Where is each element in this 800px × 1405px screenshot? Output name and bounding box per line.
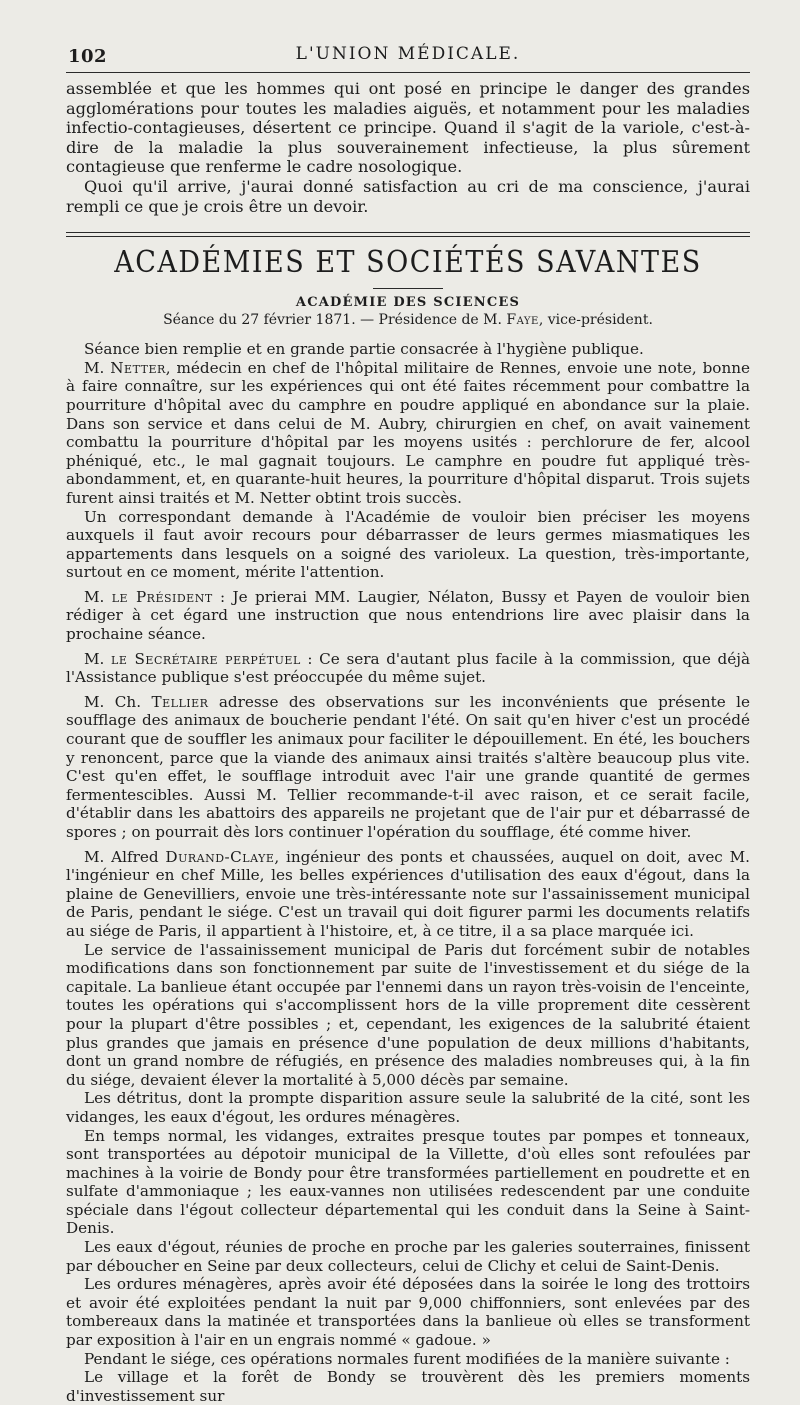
session-line [66,312,750,328]
paragraph-text: , médecin en chef de l'hôpital militaire de Rennes, envoie une note, bonne à faire connaître, sur les expériences qui ont été faites récemment pour combattre la pourriture d'hôpital avec du camphre en poudre appliqué en abondance sur la plaie. Dans son service et dans celui de M. Aubry, chirurgien en chef, on avait vainement combattu la pourriture d'hôpital par les moyens usités : perchlorure de fer, alcool phéniqué, etc., le mal gagnait toujours. Le camphre en poudre fut appliqué très-abondamment, et, en quarante-huit heures, la pourriture d'hôpital disparut. Trois sujets furent ainsi traités et M. Netter obtint trois succès. [66,358,750,507]
paragraph-text: : Ce sera d'autant plus facile à la commission, que déjà l'Assistance publique s'est préoccupée du même sujet. [66,649,750,687]
session-president: Faye [506,312,539,329]
session-date: Séance du 27 février 1871. — Présidence de M. [163,312,507,329]
paragraph [66,848,750,941]
paragraph [66,359,750,508]
paragraph: Les détritus, dont la prompte disparition assure seule la salubrité de la cité, sont les vidanges, les eaux d'égout, les ordures ménagères. [66,1089,750,1126]
paragraph: Les ordures ménagères, après avoir été déposées dans la soirée le long des trottoirs et avoir été exploitées pendant la nuit par 9,000 chiffonniers, sont enlevées par des tombereaux dans la matinée et transportées dans la banlieue où elles se transforment par exposition à l'air en un engrais nommé « gadoue. » [66,1275,750,1350]
section-title: ACADÉMIES ET SOCIÉTÉS SAVANTES [114,245,702,281]
paragraph-lead: M. Alfred [84,847,166,866]
paragraph: Les eaux d'égout, réunies de proche en proche par les galeries souterraines, finissent par déboucher en Seine par deux collecteurs, celui de Clichy et celui de Saint-Denis. [66,1238,750,1275]
paragraph: Le village et la forêt de Bondy se trouvèrent dès les premiers moments d'investissement sur [66,1368,750,1405]
paragraph [66,693,750,842]
continued-text [66,79,750,216]
paragraph [66,650,750,687]
continued-paragraph: Quoi qu'il arrive, j'aurai donné satisfaction au cri de ma conscience, j'aurai rempli ce que je crois être un devoir. [66,176,750,216]
paragraph-lead: M. [84,649,112,668]
author-name: Durand-Claye [165,847,275,866]
section-divider [66,232,750,237]
author-name: Netter [110,358,166,377]
speaker-name: le Secrétaire perpétuel [111,649,301,668]
paragraph: Le service de l'assainissement municipal de Paris dut forcément subir de notables modifications dans son fonctionnement par suite de l'investissement et du siége de la capitale. La banlieue étant occupée par l'ennemi dans un rayon très-voisin de l'enceinte, toutes les opérations qui s'accomplissent hors de la ville proprement dite cessèrent pour la plupart d'être possibles ; et, cependant, les exigences de la salubrité étaient plus grandes que jamais en présence d'une population de deux millions d'habitants, dont un grand nombre de réfugiés, en présence des maladies nombreuses qui, à la fin du siége, devaient élever la mortalité à 5,000 décès par semaine. [66,940,750,1089]
header-rule [66,72,750,73]
continued-paragraph: assemblée et que les hommes qui ont posé en principe le danger des grandes agglomérations pour toutes les maladies aiguës, et notamment pour les maladies infectio-contagieuses, désertent ce principe. Quand il s'agit de la variole, c'est-à-dire de la maladie la plus souverainement infectieuse, la plus sûrement contagieuse que renferme le cadre nosologique. [66,79,750,177]
paragraph: En temps normal, les vidanges, extraites presque toutes par pompes et tonneaux, sont transportées au dépotoir municipal de la Villette, d'où elles sont refoulées par machines à la voirie de Bondy pour être transformées partiellement en poudrette et en sulfate d'ammoniaque ; les eaux-vannes non utilisées redescendent par une conduite spéciale dans l'égout collecteur départemental qui les conduit dans la Seine à Saint-Denis. [66,1126,750,1238]
page-number: 102 [68,46,108,67]
author-name: Tellier [151,692,209,711]
academy-heading: ACADÉMIE DES SCIENCES [295,295,521,311]
paragraph-text: adresse des observations sur les inconvénients que présente le soufflage des animaux de boucherie pendant l'été. On sait qu'en hiver c'est un procédé courant que de souffler les animaux pour faciliter le dépouillement. En été, les bouchers y renoncent, parce que la viande des animaux ainsi traités s'altère beaucoup plus vite. C'est qu'en effet, le soufflage introduit avec l'air une grande quantité de germes fermentescibles. Aussi M. Tellier recommande-t-il avec raison, et ce serait facile, d'établir dans les abattoirs des appareils ne projetant que de l'air pur et débarrassé de spores ; on pourrait dès lors continuer l'opération du soufflage, été comme hiver. [66,692,751,841]
paragraph: Pendant le siége, ces opérations normales furent modifiées de la manière suivante : [84,1349,730,1368]
speaker-name: le Président [111,587,213,606]
title-rule [373,288,443,289]
paragraph-lead: M. Ch. [84,692,152,711]
running-head [66,0,750,72]
paragraph-lead: M. [84,587,112,606]
paragraph: Séance bien remplie et en grande partie consacrée à l'hygiène publique. [84,340,644,359]
paragraph-text: , ingénieur des ponts et chaussées, auquel on doit, avec M. l'ingénieur en chef Mille, les belles expériences d'utilisation des eaux d'égout, dans la plaine de Genevilliers, envoie une très-intéressante note sur l'assainissement municipal de Paris, pendant le siége. C'est un travail qui doit figurer parmi les documents relatifs au siége de Paris, il appartient à l'histoire, et, à ce titre, il a sa place marquée ici. [66,847,750,940]
paragraph-text: : Je prierai MM. Laugier, Nélaton, Bussy et Payen de vouloir bien rédiger à cet égard une instruction que nous entendrions lire avec plaisir dans la prochaine séance. [66,587,750,644]
paragraph: Un correspondant demande à l'Académie de vouloir bien préciser les moyens auxquels il faut avoir recours pour débarrasser de leurs germes miasmatiques les appartements dans lesquels on a soigné des varioleux. La question, très-importante, surtout en ce moment, mérite l'attention. [66,507,750,582]
article-body [66,340,750,1405]
paragraph-lead: M. [84,358,111,377]
session-suffix: , vice-président. [538,312,653,329]
paragraph [66,588,750,644]
journal-title: L'UNION MÉDICALE. [295,44,521,64]
